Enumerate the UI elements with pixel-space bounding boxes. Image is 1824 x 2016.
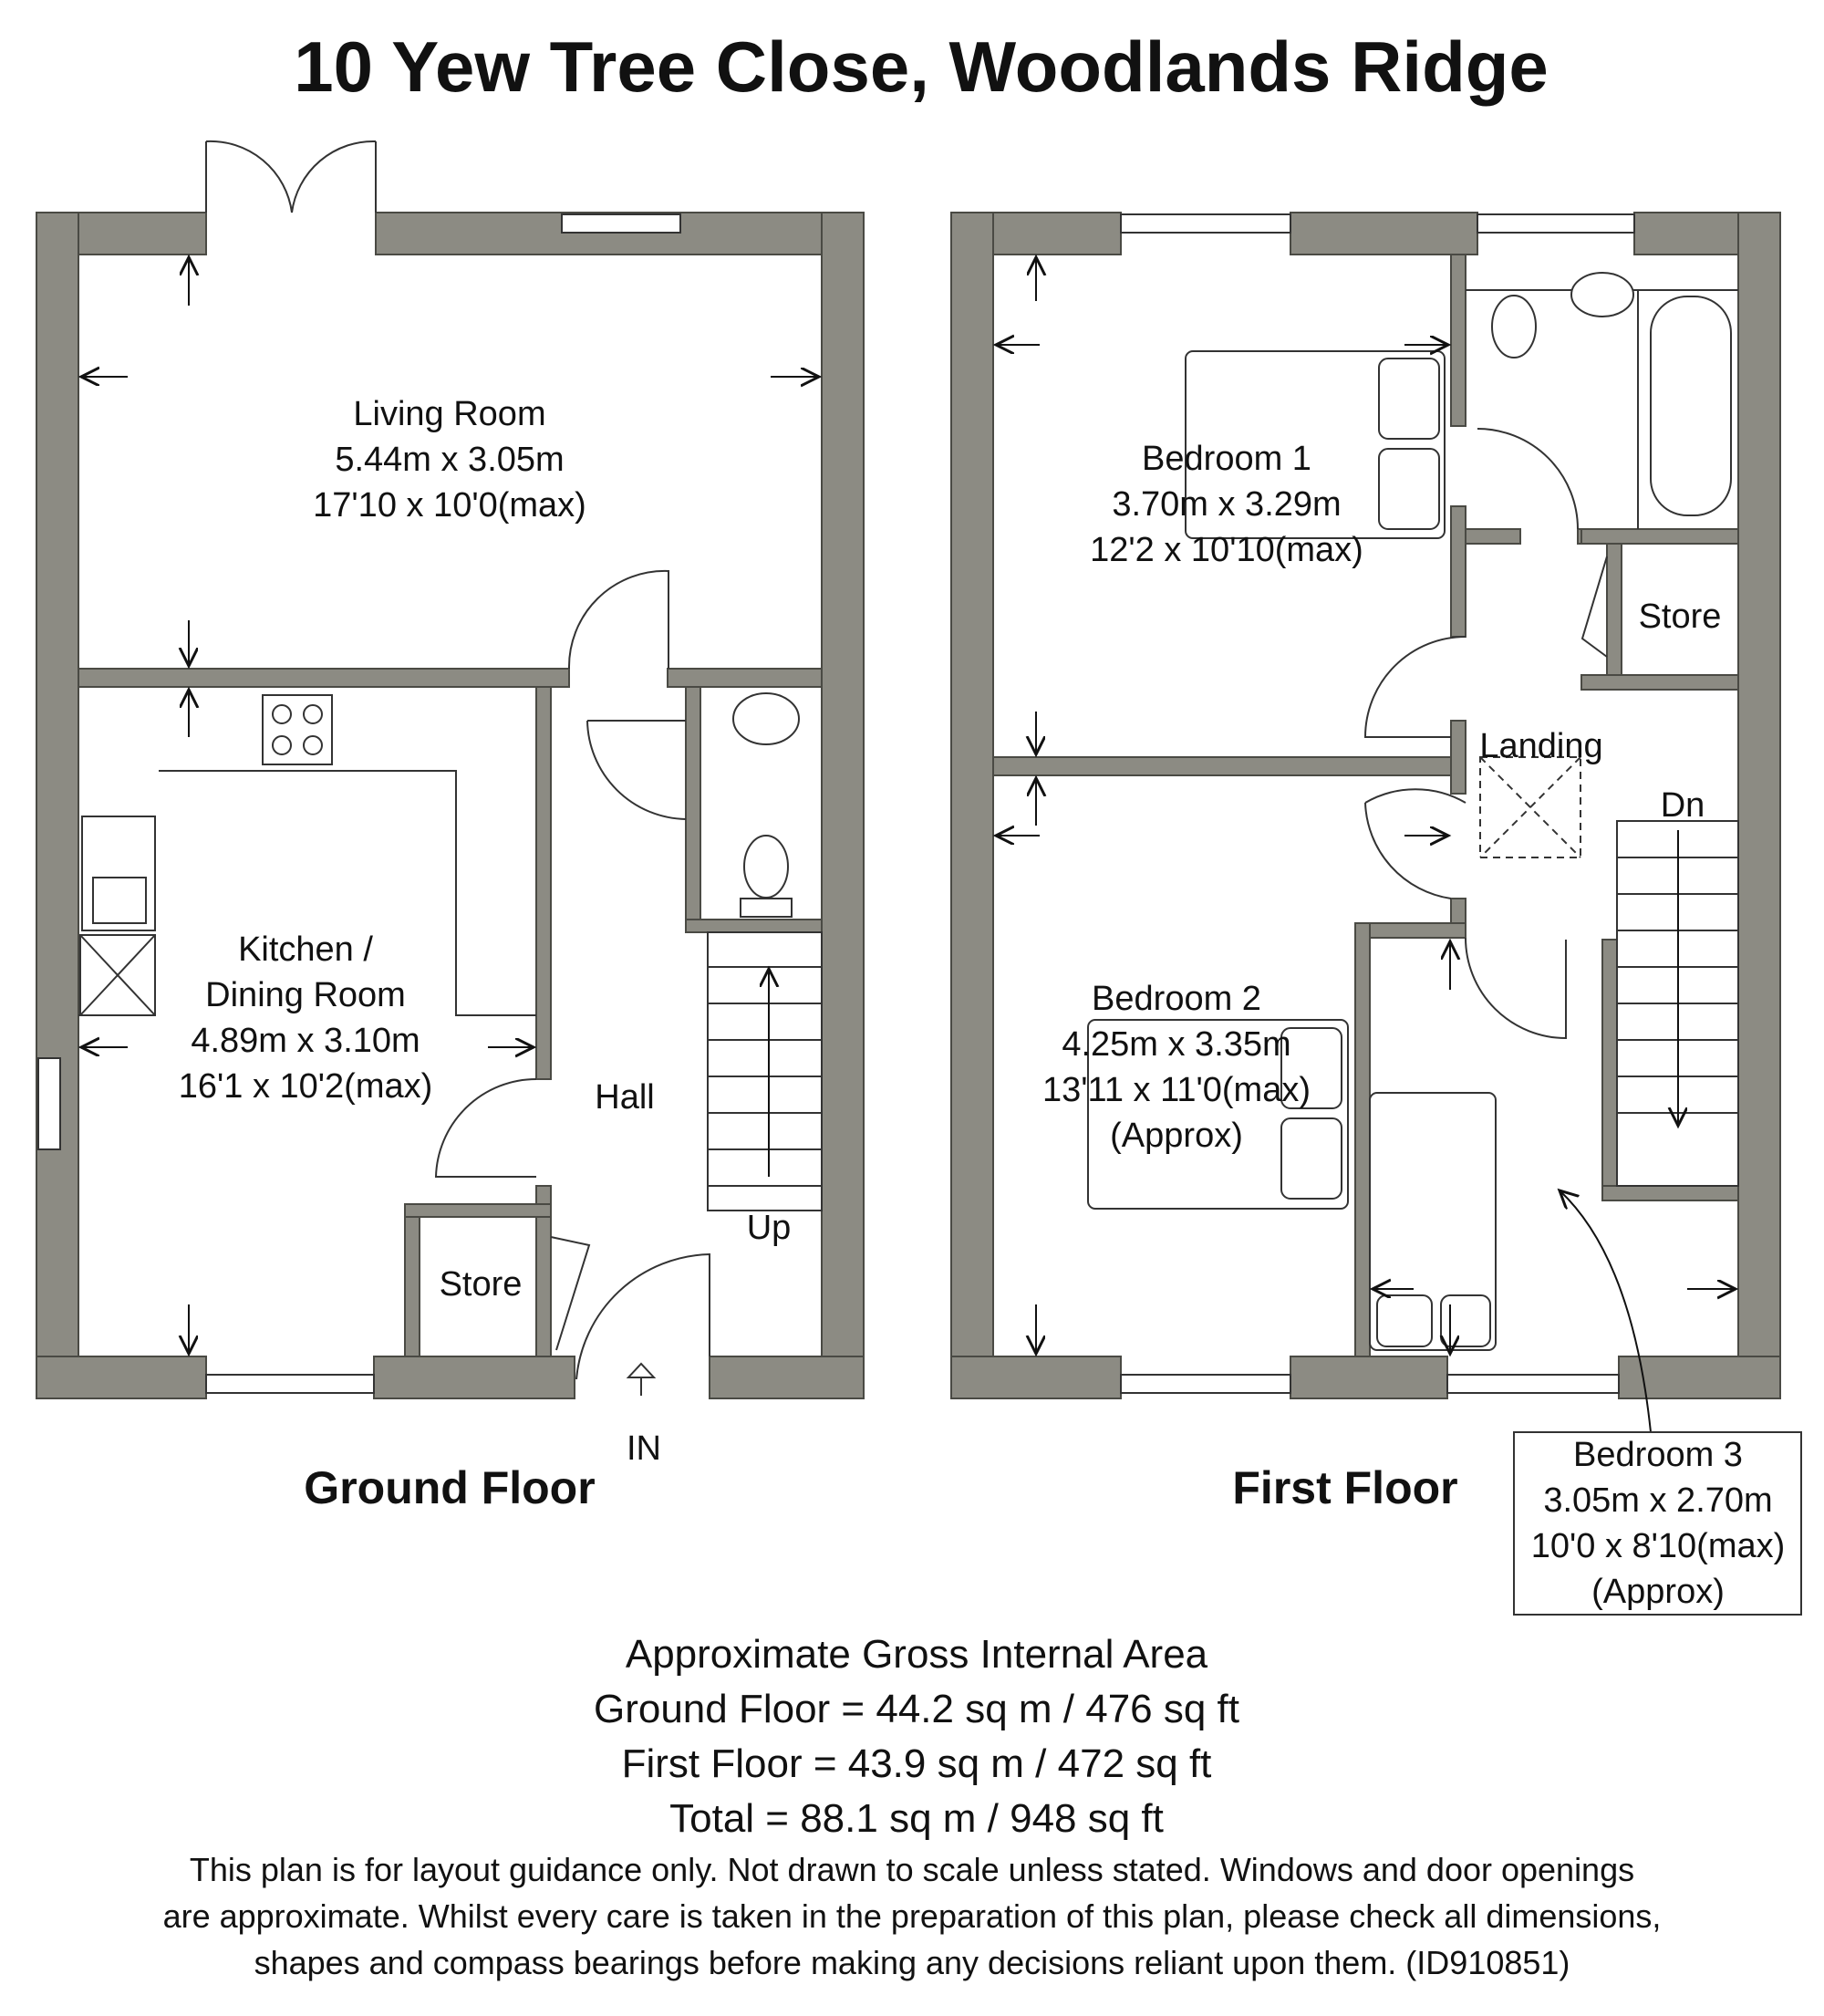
bedroom-1-metric: 3.70m x 3.29m bbox=[1112, 485, 1342, 524]
bedroom-3-note: (Approx) bbox=[1591, 1573, 1725, 1611]
door-swing bbox=[551, 1237, 589, 1350]
window bbox=[206, 1375, 374, 1393]
window bbox=[1121, 1375, 1290, 1393]
bedroom-3-imperial: 10'0 x 8'10(max) bbox=[1530, 1527, 1786, 1565]
sink-bowl bbox=[93, 878, 146, 923]
staircase-ground bbox=[708, 932, 822, 1211]
wall bbox=[1290, 1356, 1447, 1398]
door-swing bbox=[1477, 429, 1578, 529]
ground-floor-label: Ground Floor bbox=[304, 1462, 596, 1513]
bedroom-2-name: Bedroom 2 bbox=[1092, 980, 1261, 1018]
entrance-label: IN bbox=[627, 1429, 661, 1468]
bedroom-2-note: (Approx) bbox=[1110, 1117, 1243, 1155]
wall bbox=[1290, 213, 1477, 255]
living-room-imperial: 17'10 x 10'0(max) bbox=[313, 486, 586, 525]
entrance-arrow-icon bbox=[628, 1364, 654, 1396]
bedroom-1-imperial: 12'2 x 10'10(max) bbox=[1090, 531, 1363, 569]
wall bbox=[374, 1356, 575, 1398]
bedroom-2-metric: 4.25m x 3.35m bbox=[1062, 1025, 1291, 1064]
landing-label: Landing bbox=[1479, 727, 1603, 765]
hall-label: Hall bbox=[595, 1078, 655, 1117]
french-doors bbox=[206, 141, 376, 213]
disclaimer-line-2: are approximate. Whilst every care is taken in the preparation of this plan, please check all dimensions, bbox=[162, 1897, 1662, 1935]
door-swing bbox=[436, 1079, 536, 1177]
disclaimer bbox=[163, 1851, 1662, 1981]
wall bbox=[1581, 675, 1738, 690]
page-title: 10 Yew Tree Close, Woodlands Ridge bbox=[294, 26, 1549, 107]
ground-floor-plan bbox=[36, 141, 864, 1513]
kitchen-metric: 4.89m x 3.10m bbox=[191, 1022, 420, 1060]
wall bbox=[1602, 1186, 1738, 1200]
toilet-icon bbox=[1492, 296, 1536, 358]
bedroom-3-name: Bedroom 3 bbox=[1573, 1436, 1743, 1474]
wall bbox=[36, 1356, 206, 1398]
door-swing bbox=[1582, 556, 1607, 657]
bedroom-2-imperial: 13'11 x 11'0(max) bbox=[1042, 1071, 1311, 1109]
window bbox=[562, 214, 680, 233]
window bbox=[1121, 214, 1290, 233]
wall bbox=[668, 669, 822, 687]
kitchen-name-2: Dining Room bbox=[205, 976, 406, 1014]
wall bbox=[1451, 506, 1466, 637]
front-door bbox=[576, 1254, 710, 1379]
wall bbox=[1466, 529, 1520, 544]
stairs-down-label: Dn bbox=[1660, 786, 1705, 825]
stairs-up-label: Up bbox=[746, 1209, 792, 1247]
living-room-metric: 5.44m x 3.05m bbox=[335, 441, 565, 479]
bedroom-3-metric: 3.05m x 2.70m bbox=[1543, 1481, 1773, 1520]
wall bbox=[536, 687, 551, 1079]
wall bbox=[1607, 544, 1622, 688]
wall bbox=[405, 1204, 551, 1217]
basin-icon bbox=[1571, 273, 1633, 317]
area-summary bbox=[594, 1632, 1239, 1841]
wall bbox=[1355, 923, 1466, 938]
wall bbox=[1451, 255, 1466, 426]
wall bbox=[1738, 213, 1780, 1398]
wall bbox=[993, 757, 1462, 775]
door-swing bbox=[569, 571, 668, 669]
disclaimer-line-1: This plan is for layout guidance only. Not drawn to scale unless stated. Windows and door openings bbox=[189, 1851, 1635, 1888]
wall bbox=[951, 213, 993, 1398]
door-swing bbox=[587, 721, 686, 819]
first-floor-label: First Floor bbox=[1232, 1462, 1458, 1513]
toilet-icon bbox=[744, 836, 788, 898]
first-floor-plan bbox=[951, 213, 1801, 1615]
wall bbox=[36, 213, 78, 1398]
hob-icon bbox=[263, 695, 332, 764]
wall bbox=[686, 687, 700, 924]
kitchen-name-1: Kitchen / bbox=[238, 930, 373, 969]
cistern-icon bbox=[741, 899, 792, 917]
area-total: Total = 88.1 sq m / 948 sq ft bbox=[669, 1796, 1164, 1841]
staircase-first bbox=[1617, 821, 1738, 1186]
bath-icon bbox=[1651, 296, 1731, 515]
wall bbox=[1451, 721, 1466, 794]
basin-icon bbox=[733, 693, 799, 744]
wall bbox=[1355, 923, 1370, 1356]
wall bbox=[822, 213, 864, 1398]
kitchen-imperial: 16'1 x 10'2(max) bbox=[178, 1067, 433, 1106]
bed-3-icon bbox=[1370, 1093, 1496, 1350]
skylight-icon bbox=[1480, 757, 1580, 857]
ground-store-label: Store bbox=[439, 1265, 523, 1304]
wall bbox=[78, 669, 569, 687]
window bbox=[1447, 1375, 1619, 1393]
wall bbox=[405, 1217, 420, 1356]
door-swing bbox=[1365, 803, 1451, 899]
area-heading: Approximate Gross Internal Area bbox=[625, 1632, 1208, 1677]
disclaimer-line-3: shapes and compass bearings before making any decisions reliant upon them. (ID910851) bbox=[254, 1944, 1570, 1981]
wall bbox=[1581, 529, 1738, 544]
bedroom-1-name: Bedroom 1 bbox=[1142, 440, 1311, 478]
wall bbox=[710, 1356, 864, 1398]
wall bbox=[951, 1356, 1121, 1398]
wall bbox=[686, 920, 822, 932]
first-store-label: Store bbox=[1638, 598, 1722, 636]
area-first: First Floor = 43.9 sq m / 472 sq ft bbox=[621, 1741, 1212, 1786]
window bbox=[38, 1058, 60, 1149]
door-swing bbox=[1466, 938, 1566, 1038]
living-room-name: Living Room bbox=[353, 395, 546, 433]
wall bbox=[1602, 940, 1617, 1190]
wall bbox=[1451, 899, 1466, 926]
window bbox=[1477, 214, 1634, 233]
area-ground: Ground Floor = 44.2 sq m / 476 sq ft bbox=[593, 1687, 1240, 1731]
